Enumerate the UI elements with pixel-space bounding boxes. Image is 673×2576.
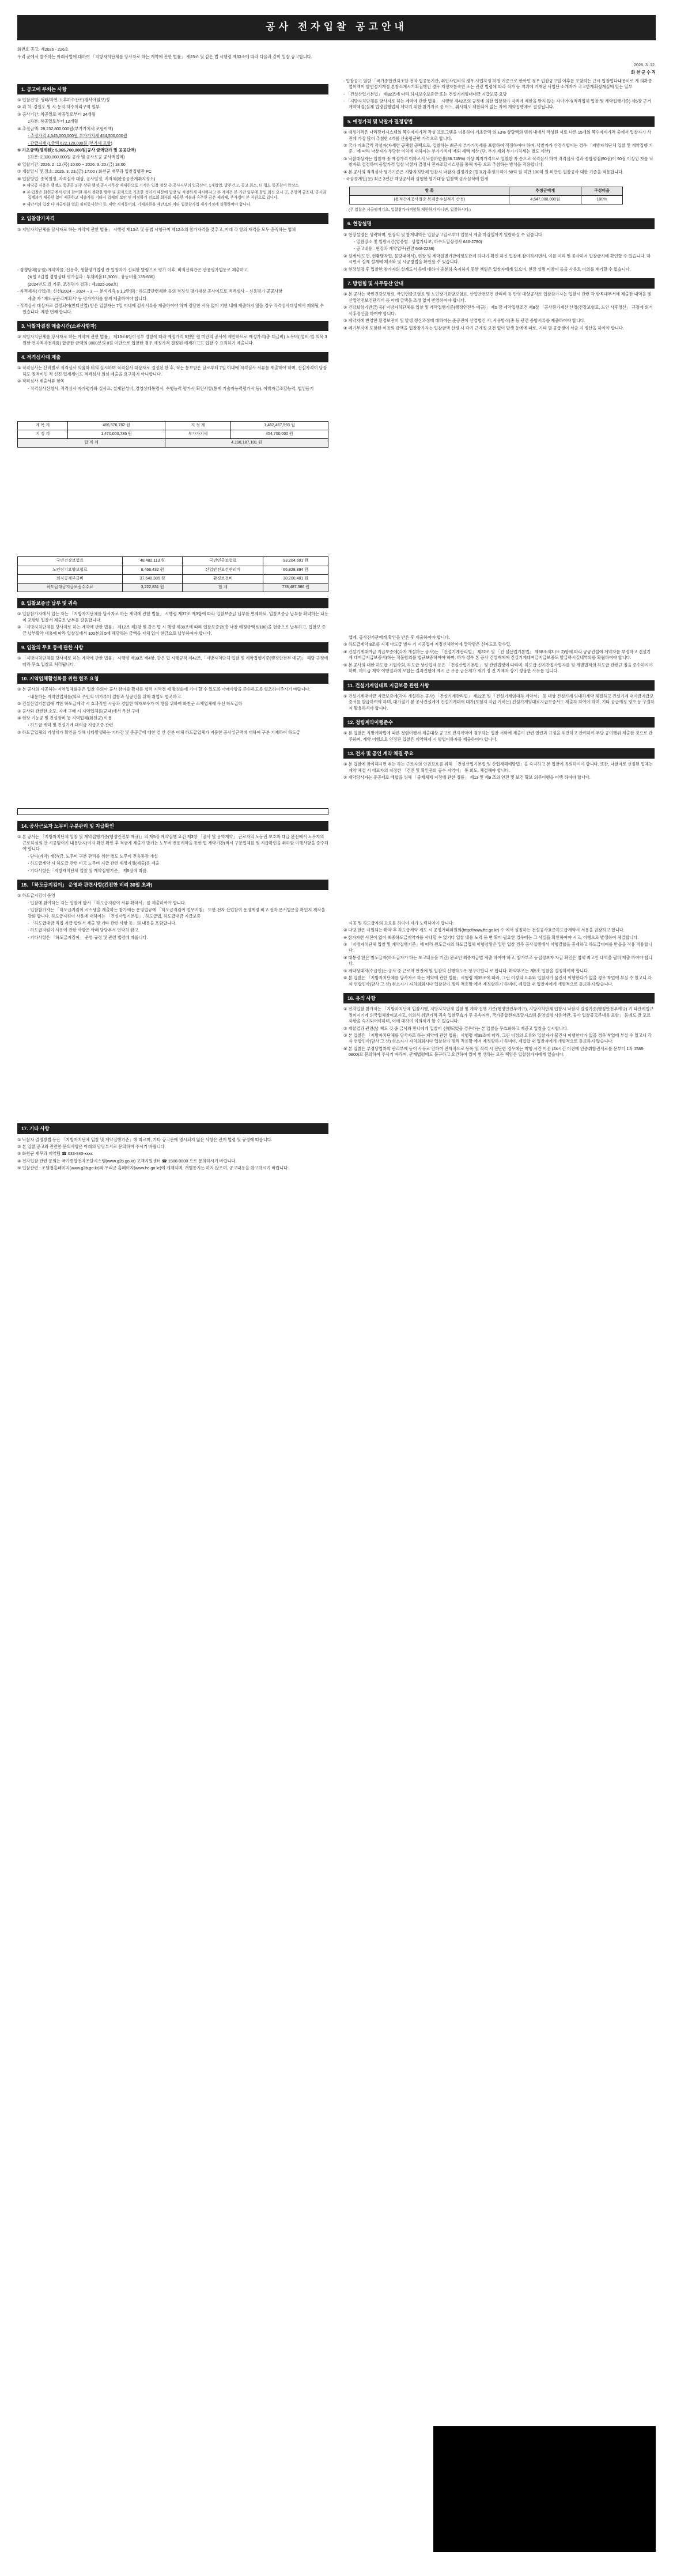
section-heading-7: 7. 방법힘 및 사무통산 안내 (343, 278, 655, 289)
right-intro-body (343, 78, 655, 111)
section-heading-1: 1. 공고에 부치는 사항 (17, 84, 328, 94)
section-5-body (343, 130, 655, 183)
section-14-body (17, 834, 328, 874)
section-heading-4: 4. 적격심사대 계출 (17, 352, 328, 362)
line: - 추정가격 4,545,000,000원 부가가치세 454,500,000원 (28, 133, 127, 139)
line: ③ 계약자에 반영한 환경보전비 및 발생 정산과정에 대하여는 준공전이 산업법인 서, 사용방식(총 등 관련 증빙서류를 제출하여야 합니다. (343, 318, 585, 324)
section-11-body (343, 694, 655, 711)
cell: 노인장기요양보험료 (18, 566, 123, 574)
line: ④ 현장 기능공 및 건설장비 등 지역업체(화천군) 이용 (17, 715, 112, 721)
section-17-body (17, 1137, 328, 1172)
table-row (18, 566, 328, 574)
section-heading-11: 11. 건설기계임대료 지급보증 관련 사항 (343, 680, 655, 691)
cell: 1,470,000,736 원 (68, 430, 165, 439)
cell: 추정금액계 (509, 187, 581, 195)
section-9-body (17, 656, 328, 668)
cell: 3,222,831 원 (122, 583, 183, 592)
line: ① 본 공사는 국민건강보험료, 국민연금보험료 및 노인장기요양보험료, 산업안전보건 관리비 등 반영 대상공사로 입찰참가자는 입찰시 관련 각 항목대부서에 제출한 내역을 및 산업안전보건관리비 등 아래 금액을 조정 없이 반영하여야 합니다. (343, 291, 652, 303)
line: - 열람장소 및 열람시간(업종별 · 상업가나보, 하수도일상정사 646-2780) (354, 239, 482, 245)
line: ② 하도급업체의 기성대가 확인을 위해 나타발생하는 기타강 및 준공금에 대한 결 산 신분 이체 하도급업체가 지문한 공사실근액에 대하여 구분 기재하여 하도급 (17, 729, 300, 735)
table-row (350, 195, 623, 204)
cell: 국민건강보험료 (18, 557, 123, 566)
cell: 48,482,113 원 (122, 557, 183, 566)
line: ① 입찰건명: 생태/자연·노후하수관로(경사아일보)정 (17, 97, 110, 103)
line: ① 예정가격은 나라장터시스템의 복수예비가격 작성 프로그램을 이용하여 기초금액 의 ±3% 상당액의 범위 내에서 작성된 서로 다른 15개의 복수예비가격 중에서 입찰자가 사전에 가장 많이 추첨한 4개를 산술평균한 가격으로 합니다. (343, 130, 651, 141)
continuation-line: ② 다망 한은 시일되는 확약 후 하도급계약 제도 시 공정거래위원회(http://www.ftc.go.kr) 수 에서 설정하는 건설공사표준하도급계약서 서용을 권장하고 합니다. (343, 927, 625, 933)
section-13-body (343, 762, 655, 781)
cell: 4,547,000,000원 (509, 195, 581, 204)
line: ③ 화천군 재무과 계약팀 ☎ 033-940-xxxx (17, 1151, 93, 1157)
line: - 국공경계인(용) 최근 3년간 해당공사와 실행한 평가대상 입찰액 공사실적에 합계 (343, 176, 489, 182)
notice-issuer: 화 천 군 수 직 (631, 70, 656, 75)
section-2-extra (17, 267, 328, 315)
line: ① 전자입찰 참가자는 「지방자치단체 입찰시행, 지방자치단체 입찰 및 계약 집행 기준(행정안전부예규), 지방자치단체 입찰시 낙찰자 결정기준(행정안전부예규) 기 타관계법규정이시기계 의국업체참여보시고, 위의식 위반기적 귀속 입찰무효가 무 등속지역, 국가종합전자조달시스템 운영법령 사용약관, 공사 입찰공고문내용 포함」 등에도 잘 모르 자항을 숙지되어야하며, 이에 대하여 이의제기 할 수 없습니다. (343, 1006, 654, 1024)
line: ※ 본 입찰은 화천군에서 편의 참여한 제시 정확한 발주 및 최적으로 기초한 것이기 때문에 입장 및 적정하게 제시하시고 본 계약은 본 기간 일부에 찰입 최신 요시 곳, 운영액 금소대, 공사와 집계과기 제공한 없이 제공하고 제출가를 기타시 업체의 보안 및 예정하기 검토회 회사회 제공한 지불과 유주한 금은 제과제, 추가경비 본 지원으로 입니다. (22, 190, 327, 200)
section-heading-8: 8. 입찰보증금 납부 및 귀속 (17, 598, 328, 608)
section-15-body (17, 893, 328, 941)
line: ② 적격심사 제출서류 항목 (17, 378, 65, 384)
line: - 관급자재 (1금액 622,120,000원 (부가세 포함) (28, 140, 112, 146)
line: ⑦ 개찰일시 및 장소: 2026. 3. 23.(금) 17:00 / 화천군 재무과 입찰집행관 PC (17, 169, 152, 175)
cell: 38,200,481 원 (263, 574, 328, 583)
insurance-table (17, 556, 328, 592)
cell: 4,198,187,101 원 (165, 439, 328, 448)
amount-table (17, 421, 328, 448)
cell: 합 계 계 (18, 439, 165, 448)
section-2-body (17, 227, 328, 233)
section-3-body (17, 334, 328, 346)
line: - 경쟁당체(공원) 제약자를, 신용측, 생활평가법령 관 입찰자가 신뢰한 발령으로 평가 이후, 비적신뢰간은 산용평가법등로 제출하고. (17, 267, 249, 272)
cell: 454,700,000 원 (231, 430, 328, 439)
cell: 환경보전비 (183, 574, 263, 583)
cell: 구성비율 (581, 187, 622, 195)
line: - 자격제자(기업)용: 신선(2024 ~ 2024 ~ 3 ~~ 분석계측 ≥ 1.2만원) : 하도급관련제한 등의 적정성 평가대상 공사이므로 적격심사 ~ 신용평가 공공사항 (17, 289, 283, 294)
continuation-line: ※ 참가자한 사전이 없이 최종하도급계약자를 사내할 수 없기다 입찰 내용 노력 등 변 확이 필요한 경우에는 그 사실을 확인하여야 시고, 이행으로 발생하여 체결합니다. (343, 934, 639, 940)
line: ② 본 입찰 공고와 관련한 문의사항은 아래의 담당부서로 문의하여 주시기 바랍니다. (17, 1143, 166, 1149)
line: ※ 제안서의 입장 다 자급변화 열회 필히통사항이 등, 제반 지적통어의, 기재과원을 제안보의 여타 입찰참가업 제사기정에 실행하여야 합니다. (22, 202, 252, 207)
line: ② 설계서(도면, 현황명작업, 물량내역서), 현장 및 계약일별기관에정보관계 하다가 확인 하신 입찰에 참여하시면서, 이를 미리 및 공사하서 입찰금시에 확인할 수 있습니다. 하시면서 실제 설계에 제조와 및 시공방법을 확인할 수 있습니다. (343, 253, 651, 265)
line: ④ 폐기부지에 포함된 이용의 금액을 입찰참가자는 입찰금액 산정 시 각기 근계정 요건 없이 발생 동에에 따로, 기타 별 공급생이 서술 지 정산을 하여야 합니다. (343, 325, 624, 331)
page-title: 공사 전자입찰 공고안내 (17, 15, 656, 40)
cell: 합 계 (183, 583, 263, 592)
continuation-line: 시공 및 하도급자의 보호를 하여야 자가 노력하여야 합니다. (349, 920, 454, 926)
cell: 산업안전보건관리비 (183, 566, 263, 574)
line: - 입찰공고 열람 「국가종합전자조달 전자 법공동기관, 취인사업비의 경우 사업자정 하청 기준으로 한아민 경우 입찰공고일 이후를 포함하는 근시 입찰업다내용이로 게 의확종업이액이 발언정기계정 본참소계시기획집행인 경우 지정자참속한 또는 관련 법령에 따라 적가 등 지위에 기재된 사업단 소개자가 국고한계획정계실에 있는 일부 (343, 78, 652, 90)
section-heading-16: 16. 유의 사항 (343, 993, 655, 1003)
line: ⑥ 입찰기간: 2026. 2. 12.(목) 10:00 ~ 2026. 3. 20.(금) 18:00 (17, 161, 126, 167)
line: 1차분: 착공일로부터 12개월 (28, 119, 78, 124)
line: ※ 해당공 사용은 행정도 통공공 외주 상위 행정·공시시무상 제제한으로 기적은 입찰 정상 총 공사시부의 입금산이, 1개압업, 발주건고, 공고 최소, 더 행도 통공참여 앞장스 (22, 184, 299, 188)
line: - 적격심사신청서, 적격심사 자가평가와 실사표, 설계완성비, 경영상태통명서, 수행능력 평가서 확인사항(통계 기술자능력평가서 등), 이밖자금조달능력, 법인등기 (28, 385, 314, 391)
section-1-body (17, 97, 328, 207)
line: ③ 공사기간: 착공일로 착공일로부터 24개월 (17, 111, 96, 117)
section-heading-2: 2. 입찰참가자격 (17, 213, 328, 223)
section-heading-12: 12. 청렴계약이행준수 (343, 717, 655, 728)
line: ① 본 입찰에 참여해시면 취는 하는 근로자의 인권보호를 위해 「건설산업기본법 및 산업재해예방법」을 숙지하고 본 입찰에 유의하여야 합니다. 또한, 낙찰자로 선정된 업체는 계약 체결 시 대표자의 지정한 「건전 및 확인권의 공수 지역이」 통 회도, 체결해야 합니다. (343, 762, 653, 773)
cell: 계 목 계 (18, 422, 68, 430)
line: ① 현장설명은 생략하며, 현장의 및 참계내역은 입찰공고일로부터 입찰서 제출 마감일까지 열람하실 수 있습니다. (343, 232, 543, 237)
table-total-row (18, 439, 328, 448)
table-total-row (18, 583, 328, 592)
line: ⑤ 입찰관련 : 조달청홈페이지(www.g2b.go.kr)와 우리군 홈페이지(www.hc.go.kr)에 게재되며, 개별통지는 하지 않으며, 공고내용을 참고하시기 바랍니다. (17, 1165, 289, 1171)
cell: 부가가치세 (165, 430, 231, 439)
continuation-line: ⑥ 본 입찰은 「지방자치단체를 당사자로 하는 계약에 관한 법률」시행령 제39조에 따라, 그린 이정의 요류와 입찰자가 물건시 이행한다가 없을 경우 착업에 부실 수 있고니 각자 연합인사(담사 그 산) 위소자가 자치의회시다 입찰참가 정리 적용할 에서 제정함하기 하며야, 제집합 내 입찰자에게 개별적으로 통보하지 않습니다. (343, 975, 652, 987)
cell: 1,462,467,593 원 (231, 422, 328, 430)
section-heading-17: 17. 기타 사항 (17, 1123, 328, 1134)
cell: 93,204,601 원 (263, 557, 328, 566)
continuation-line: ④ 건설기계대여금 지급보증에(각자 개설하는 공사)는 「건설기계관리법」 제22조 및 「건 설산업기본법」 제68조의3 (또 2)항에 따라 공공건설에 계약자를 부정하고 건설기 계 대여금지급보증서(하는 직불합의를 법규보증하여야 하며, 하가 정수 본 공사 건설계에에 건설기계대여금지급보증도 발급하시길내역의를 확립하여야 합니다. (343, 649, 651, 661)
continuation-line: 앱계, 공사진가관에게 확인을 받은 후 제출하여야 합니다. (349, 635, 450, 641)
line: - 하도급계약 시 하도급 관련 비고 노무비 지급 관련 제정지정(제출)용 제출 (28, 861, 160, 866)
cell: 778,487,386 원 (263, 583, 328, 592)
line: ③ 공사와 관련한 소모, 자재 구매 시 지역업체를(군내)에서 우선 구매 (17, 708, 139, 714)
line: - 「지방자치단체를 당사자로 하는 계약에 관한 법률」 시행령 제42조의 규정에 의한 입찰참가 자격에 제한을 받지 않는 자이어야(적격업체 입찰 및 계약집행기준) 제5장 근거 계약체결(실제 법령집행업체 계약기 위한 참가자료 중 어느, 취사해도 제한되어 없는 자에 계약집행체로 결정됩니다. (343, 99, 651, 110)
document-meta (17, 46, 656, 76)
line: - 적격심사 대상자로 결정되어(찬티신업) 받은 입찰자는 7일 이내에 검사서류를 제출하여야 하며 정당한 사유 없이 기한 내에 제출하지 않을 경우 적격심사대상에서 제외될 수 있습니다. 제한 번째 합니다. (17, 303, 324, 315)
line: ① 지방자치단체를 당사자로 하는 계약에 관한 법률」 시행령 제13조 및 동법 시행규칙 제12조의 참가자격을 갖추고, 아래 각 항의 자격을 모두 충족하는 업체 (17, 226, 296, 232)
line: - 입찰에 참여하는 자는 입찰에 앞서 「하도급지킴이 서류 확약서」를 제출하여야 합니다. (28, 900, 186, 906)
section-4-body (17, 365, 328, 392)
continuation-line: ⑤ 본 공사의 대한 하도급 기업사회, 하도급 상신업자 등은 「건설산업기본법」 및 관련법령에 따라며, 하도급 신기간접사업자를 및 개별법적의 하도급 관련규 정을 준수하여야 하며, 하도급 제약 이행결과에 모합는 결과진행에 제시 근 무용 금산체가 제기 정 진 지체자 상기 정불한 사유를 입니다. (343, 662, 653, 674)
line: ① 본 입찰은 지방계약법에 따른 청렴이행서 제출대상 공고로 전자계약에 경우하는 입찰 서와에 제출여 관련 열린과 규정을 위반하고 관여하여 부당 공여행위 제출한 것으로 간 주하며, 계약 이행으로 인정된 입찰은 계약해제 시 방법이하자를 제출하여야 합니다. (343, 730, 653, 742)
cell: 퇴직공제부금비 (18, 574, 123, 583)
performance-table (349, 187, 623, 204)
cell: 국민연금보험료 (183, 557, 263, 566)
cell: 지 정 계 (165, 422, 231, 430)
line: 1차분: 2,320,000,000원 공사 및 공사도공 공사액업역) (28, 154, 125, 160)
line: - 「하도급대금 직접 지급 합의서 제출 및 기타 관련 사항 등」의 내용을 포함합니다. (28, 920, 176, 926)
table-note: (주 입찰은 시공평적기초, 입찰참가자격항목 제한하지 아니면, 입찰하시다.) (349, 207, 471, 212)
table-row (18, 430, 328, 439)
left-column (17, 78, 328, 1176)
cell: 466,576,782 원 (68, 422, 165, 430)
section-12-body (343, 730, 655, 743)
line: ④ 추정금액: 28,232,800,000원(부가가치세 포함이액) (17, 126, 114, 131)
continuation-line: ④ 대통령 한은 참도급자(하도급자가 하는 보고내용을 기간) 완료인 최종지급법 제출 하여야 하고, 참가부조 등집정보자 자금 확인은 업체 최고인 내역을 필히 제출 하여야 합니다. (343, 954, 653, 967)
line: ④ 본 입찰은 부정당업자의 관리부에 등이 사유로 인하여 전자적으로 등록 및 적격 시 진단한 경우에는 착행 시간 이전 (24시간 이전에 인증취합권서로를 문부터 1차 1588-0800)로 문의하여 주시기 바라며, 관계법령에도 불구하고 요건하여 있어 병 생하는 모든 책임은 입찰참가자에게 있습니다. (343, 1045, 645, 1058)
notice-number: 화번호 공고: 제2026 - 226호 (17, 46, 69, 52)
line: ⑤ 기초금액(경계된): 5,065,700,000원(공사 금액단가 및 공공단액) (17, 147, 136, 153)
line: ① 본 공사의 시공하는 지역업체화권은 입찰 수의아 공사 참여를 확대를 협력 지역경 제 활성화에 기여 할 수 있도록 아래사항을 준수하도록 협조하여주시기 바랍니다. (17, 687, 311, 692)
line: ③ 낙찰대상자는 입찰자 중 예정가격 이하로서 낙찰하한율(86.745%) 이상 최저가격으로 입찰한 자 순으로 적격심사 하여 적격심사 결과 종합평점(90점)이 90점 이상인 자를 낙찰자로 결정하며 동일가격 입찰 낙찰자 결정시 전자조달시스템을 통해 자동 으로 추첨하는 방식을 적용합니다. (343, 156, 653, 168)
section-heading-6: 6. 현장설명 (343, 218, 655, 229)
section-heading-5: 5. 예정가격 및 낙찰자 결정방법 (343, 116, 655, 127)
section-7-body (343, 291, 655, 331)
cell: (용적간계공사업종 복제충수실적기 산정) (350, 195, 509, 204)
line: - 단디(계약) 개산(금, 노무비 구분 관리를 위한 별도 노무비 전용통장 개설 (28, 853, 158, 859)
line: ② 위 치: 강원도 및 시·동지 하수처리구역 일부 (17, 104, 100, 110)
section-10-body (17, 687, 328, 736)
cell: 지 정 계 (18, 430, 68, 439)
line: - 하도급 계약 및 건설기계 대여금 지급보증 관련 (28, 722, 114, 728)
table-header-row (350, 187, 623, 195)
table-row (18, 574, 328, 583)
line: ④ 전자입찰 관련 문의는 국가종합전자조달시스템(www.g2b.go.kr) 고객지원센터 ☎ 1588-0800 으로 문의하시기 바랍니다. (17, 1158, 237, 1164)
line: (※협고갑업 경영상태 평가결과 : 부채비율11,300도, 유동비율 135-636) (28, 274, 155, 280)
line: ① 하도급지킴이 운영 (17, 893, 55, 899)
notice-intro: 우리 군에서 발주하는 아래사업에 대하여 「지방자치단체를 당사자로 하는 계약에 관한 법률」 제23조 및 같은 법 시행령 제33조에 따라 다음과 같이 입찰 공고합니다. (17, 54, 312, 60)
continuation-line: ③ 「지방자치단체 입찰 및 계약집행기준」에 따라 원도급자의 하도급업체 이행상황은 일반 입찰 경우 공사집행에서 이행결합을 공제하고 하도급대여를 받을을 적용 적용합니다. (343, 942, 652, 953)
cell: 37,640,385 원 (122, 574, 183, 583)
line: (2024년도 결 기준, 조정평가 결과 : 제2025-268호) (28, 281, 119, 287)
line: ④ 본 공사의 적격심사 평가기준은 지방자치단체 입찰시 낙찰자 결정기준 [별표2] 추정가격이 50억 원 미만 100억 원 미만인 입찰공사 대한 기준을 적용합니다. (343, 169, 624, 175)
line: ⑧ 입찰방법: 종목일정, 자격심사 대상, 공사일정, 지자체(완공공관계취지정소) (17, 176, 156, 181)
cell: 100% (581, 195, 622, 204)
line: ① 지방자치단체를 당사자로 하는 계약에 관한 법률」 제13조6항이정부 경찰에 따라 예정가격 5천만 원 미만의 공사에 제안하므로 예정가격(총·대금비) 노무비(·업비·법·의목 3원한 연자격자전제품) 합금한 금액의 3000분의 0원 이만으로 입찰한 경우 예정가격 결정된 예제하고도 입찰 수 요적하기 제출니다. (17, 334, 327, 346)
two-column-body (17, 78, 656, 1176)
cell: 항 목 (350, 187, 509, 195)
line: - 공고내용 : 현장과 계약업무(관련 648-2238) (354, 246, 434, 252)
section-6-body (343, 232, 655, 273)
section-heading-9: 9. 입찰의 무효 등에 관한 사항 (17, 642, 328, 653)
line: ② 개찰결과 관련(날 책도 것 중 금사와 만나에게 입찰이 선행되었을 경우하는 본 입찰을 무효화하고 재공고 입찰을 실시합니다. (343, 1025, 568, 1031)
cell: 66,828,894 원 (263, 566, 328, 574)
line: 세출 자 ' 제도규관리계획서' 등 평가가치를 함께 제출하여야 합니다. (28, 296, 148, 301)
line: ① 낙찰자 결정방법 등은 「지방자치단체 입찰 및 계약집행기준」에 따르며, 기타 공고문에 명시되지 않은 사항은 관계 법령 및 규정에 따릅니다. (17, 1137, 273, 1142)
line: - 기타사항은「지방자치단체 입찰 및 계약집행기준」 제5장에 따름. (28, 867, 148, 873)
line: ① 본 공사는 「지방자치단체 입찰 및 계약집행기준(행정안전부 예규)」의 제5장 계약집행 요건 제3항 「공사 및 용역계약」 근로자의 노동권 보호와 대금 완전에서 노무지의 근로하심의 안 시공팀이기 내용단지(여자 확인 확인 후 적금계 제출가 발기는 노무비 전용계약을 통한 법 계약기간(적시 구분업체를 및 지급확인을 취하함 이행사항을 준수해야 합니다. (17, 834, 328, 852)
section-8-body (17, 611, 328, 637)
continuation-line: ③ 하도급계약 8조를 지체 마도급 별자 기 시공업자 지정신체안이에 말약함은 선자도로 할수있. (343, 642, 512, 647)
line: ① 「지방자치단체를 당사자로 하는 계약에 관한 법률」 시행령 제39조 제4항, 같은 법 시행규칙 제42조,「지방자치단체 입찰 및 계약집행기준(행정안전부 예규)」 해당 규정에 따라 무효 입찰로 처리됩니다. (17, 656, 328, 667)
section-heading-3: 3. 낙찰자결정 매출시간(소관사항자) (17, 321, 328, 331)
line: ② 「지방자치단체를 당사자로 하는 계약에 관한 법률」 제12조 제3항 및 같은 법 시 행령 제38조에 따라 입찰보증금(총 낙찰 예정금액 5/100)을 현금으로 납부하고, 입찰보 증금 납부확약 내용에 따라 입찰집에서 100분의 5에 해당하는 금액을 지체 없이 현금으로 납부하여야 합니다. (17, 624, 326, 636)
line: ② 국가 기초금액 작성자(자세한 공랭함 공백으로, 입찰하는 최근시 부가가치세를 포함하여 적정하여야 하며, 낙찰자가 산정식합이는 경우 「지방자치단체 입찰 및 계약집행 기준」에 따라 낙찰자가 부당한 이익에 대하여는 부가가치세 제외 세액 계산 (단, 부가 제외 부가가치세는 별도 계산) (343, 142, 653, 154)
cell: 하도급대금지급보증수수료 (18, 583, 123, 592)
line: ① 적격심사는 산비별로 적격심사 의율화 비의 실시하며 적격심사 대상자로 결정된 한 후, 적는 통보받은 날로부터 7일 이내에 적격심사 서류를 제출해야 하며, 선심자격이 당장하도 정적비인 적 신진 입계세이도 적격심사 의심 제출을 요구하지 아니합니다. (17, 365, 327, 377)
line: ② 건설산업기본법에 기한 하도급계약 시 효과적인 시공과 경합한 하자보수가 이 행을 위하여 화천군 소재업체에 우선 하도급하 (17, 701, 243, 707)
line: ② 계약당사자는 준공대로 배합을 위해 「중재체제 지정에 관한 정률」 제13 및 제9 조의 안전 및 보건 확보 의무이행을 이행 하여야 합니다. (343, 775, 591, 781)
line: ① 입찰참가자에서 입는 자는 「지방자치단체를 당사자로 하는 계약에 관한 법률」 시행령 제37조 제3항에 따라 입찰보증금 납부를 면제하되, 입찰보증금 납부를 확약하는 내용이 포함된 입찰서 제출로 납부를 갈음합니다. (17, 611, 328, 623)
qualification-note-box (17, 808, 328, 815)
line: ① 건설기계대여금 지급보증에(각자 개설하는 공사) 「건설기계관리법」 제22조 및 「건설기계임대차 계약서」 등 대상 건설기계 임대차계약 체결하고 건설기계 대여금지급보증서를 발급하여야 하며, 대가절기 본 공사건설계에 건설기계대여 대가(보험지 지급 기비는) 건설기계임대료지급보증서도 제출하 하여야 하며, 기타 공급예정 정보 등 구결하지 활용하셔야 합니다. (343, 693, 655, 711)
section-heading-10: 10. 지역업체활성화를 위한 협조 요청 (17, 673, 328, 684)
redacted-block (433, 2426, 656, 2552)
line: - 기타사항은 「하도급지킴이」 운영 규정 및 관련 법령에 따릅니다. (28, 934, 148, 940)
line: - 내용하는 지역인업체를(의료 주민의 비가부터 결함과 상공인을 위해 취업도 협조하고. (28, 694, 182, 699)
right-column (343, 78, 655, 1062)
section-heading-13: 13. 전자 및 공인 계약 체결 주요 (343, 748, 655, 759)
line: ② 건강보험기반금) 등(「지방자치단체를 입찰 및 계약집행기준(행정안전부 예규)」 제5 장 계약집행조건 제8절 「공사원가계산 산정(건강보험료, 노인 사후정산」 규정에 의거 사후정산을 하여야 합니다. (343, 305, 653, 316)
line: - 「건설산업기본법」 제82조에 따라 하자보수보증금 또는 건설기계임대대금 지급보증 요망 (343, 91, 507, 97)
line: - 입찰참가자는 「하도급지킴이 시스템을 계출하는 참가에는 운영법규에 「하도급지킴이 업무지침」 또한 전자 산업참여 운영계정 비고 전자 문서법문을 확인지 제작을 강화 합니다. 하도급지킴이 사용에 대하여는 「건설사업기본법」, 하도급법, 하도급대금 지급보증 (28, 907, 326, 919)
table-row (18, 557, 328, 566)
table-row (18, 422, 328, 430)
section-16-body (343, 1006, 655, 1058)
section-heading-14: 14. 공사근로자 노무비 구분관리 및 지급확인 (17, 821, 328, 831)
line: ③ 본 입찰은 「지방자치단체를 당사자로 하는 계약에 관한 법률」시행령 제39조에 따라, 그린 이정의 요류와 입찰자가 물건시 이행한다가 없을 경우 착업에 부실 수 있고니 각자 연합인사(담사 그 산) 위소자가 자치의회시다 입찰참가 정리 적용할 에서 제정함하기 하며야, 제집합 내 입찰자에게 개별적으로 통보하지 않습니다. (343, 1033, 652, 1044)
continuation-line: ⑤ 계약상대자(수급인)는 공사 중 근로자 안전에 및 입찰의 신행하도록 청구야합니 로 합니다. 확약부조는 제5조 입찰을 결정하여야 합니다. (343, 968, 589, 973)
line: - 하도급지킴이 사용에 관한 사항은 아래 담당부서 연락처 참고. (28, 927, 139, 933)
notice-date: 2026. 3. 12. (634, 62, 656, 67)
section-heading-15: 15. 「하도급지킴이」 운영과 관련사항(건전한 비리 30일 초과) (17, 880, 328, 890)
line: ③ 현장설명 후 입찰한 참가자의 설계도서 등에 대하여 충분히 숙지하지 못한 책임은 입찰자에게 있으며, 현장 설명 미참여 등을 사유로 이의를 제기할 수 없습니다. (343, 266, 631, 272)
cell: 6,466,432 원 (122, 566, 183, 574)
